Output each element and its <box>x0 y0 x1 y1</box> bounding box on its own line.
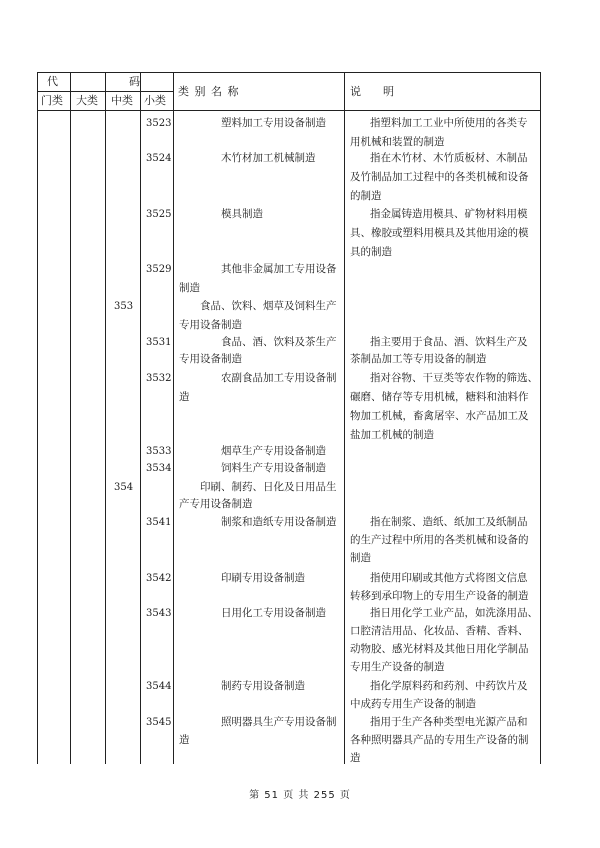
category-name-line: 造 <box>179 391 190 403</box>
description-line: 转移到承印物上的专用生产设备的制造 <box>350 590 529 602</box>
description-line: 指在木竹材、木竹质板材、木制品 <box>370 152 528 164</box>
description-line: 口腔清洁用品、化妆品、香精、香料、 <box>350 625 529 637</box>
description-line: 指日用化学工业产品，如洗涤用品、 <box>370 607 538 619</box>
xiao-lei-code: 3545 <box>146 717 172 728</box>
col-divider <box>105 72 106 764</box>
xiao-lei-code: 3523 <box>146 118 172 129</box>
header-description: 说 明 <box>350 85 394 98</box>
header-da-lei: 大类 <box>76 94 98 107</box>
category-name: 印刷专用设备制造 <box>221 572 305 584</box>
description-line: 指主要用于食品、酒、饮料生产及 <box>370 336 528 348</box>
xiao-lei-code: 3542 <box>146 573 172 584</box>
table-border-top <box>37 72 541 73</box>
description-line: 制造 <box>350 552 371 564</box>
description-line: 指金属铸造用模具、矿物材料用模 <box>370 208 528 220</box>
table-border-right <box>540 72 541 764</box>
col-divider <box>140 72 141 764</box>
description-line: 指对谷物、干豆类等农作物的筛选、 <box>370 372 538 384</box>
category-name: 制浆和造纸专用设备制造 <box>221 516 337 528</box>
header-code-char-2: 码 <box>129 75 140 88</box>
col-divider <box>70 72 71 764</box>
xiao-lei-code: 3534 <box>146 463 172 474</box>
description-line: 具的制造 <box>350 246 392 258</box>
zhong-lei-code: 354 <box>114 482 134 493</box>
category-name-line: 其他非金属加工专用设备 <box>221 263 337 275</box>
zhong-lei-code: 353 <box>114 301 134 312</box>
description-line: 指用于生产各种类型电光源产品和 <box>370 716 528 728</box>
category-name-line: 专用设备制造 <box>179 353 242 365</box>
description-line: 盐加工机械的制造 <box>350 429 434 441</box>
header-code-char-1: 代 <box>47 75 58 88</box>
category-name: 饲料生产专用设备制造 <box>221 462 326 474</box>
col-divider <box>173 72 174 764</box>
col-divider <box>344 72 345 764</box>
header-bottom-line <box>37 110 541 111</box>
category-name-line: 印刷、制药、日化及日用品生 <box>200 481 337 493</box>
category-name-line: 产专用设备制造 <box>179 498 253 510</box>
category-name: 模具制造 <box>221 208 263 220</box>
description-line: 茶制品加工等专用设备的制造 <box>350 353 487 365</box>
description-line: 各种照明器具产品的专用生产设备的制 <box>350 734 529 746</box>
category-name: 塑料加工专用设备制造 <box>221 117 326 129</box>
description-line: 指使用印刷或其他方式将图文信息 <box>370 572 528 584</box>
xiao-lei-code: 3544 <box>146 681 172 692</box>
category-name-line: 食品、饮料、烟草及饲料生产 <box>200 300 337 312</box>
description-line: 专用生产设备的制造 <box>350 661 445 673</box>
description-line: 指在制浆、造纸、纸加工及纸制品 <box>370 516 528 528</box>
category-name: 烟草生产专用设备制造 <box>221 445 326 457</box>
description-line: 的制造 <box>350 190 382 202</box>
xiao-lei-code: 3532 <box>146 373 172 384</box>
xiao-lei-code: 3525 <box>146 209 172 220</box>
xiao-lei-code: 3529 <box>146 264 172 275</box>
category-name: 日用化工专用设备制造 <box>221 607 326 619</box>
footer-prefix: 第 <box>249 790 261 801</box>
description-line: 中成药专用生产设备的制造 <box>350 698 476 710</box>
description-line: 用机械和装置的制造 <box>350 136 445 148</box>
description-line: 造 <box>350 752 361 764</box>
header-xiao-lei: 小类 <box>144 94 166 107</box>
footer-middle: 页 共 <box>283 790 310 801</box>
xiao-lei-code: 3531 <box>146 337 172 348</box>
xiao-lei-code: 3541 <box>146 517 172 528</box>
xiao-lei-code: 3543 <box>146 608 172 619</box>
category-name-line: 照明器具生产专用设备制 <box>221 716 337 728</box>
total-page-count: 255 <box>313 790 336 801</box>
header-zhong-lei: 中类 <box>111 94 133 107</box>
page-footer <box>0 786 600 801</box>
category-name: 木竹材加工机械制造 <box>221 152 316 164</box>
description-line: 碾磨、储存等专用机械，糖料和油料作 <box>350 391 529 403</box>
category-name-line: 食品、酒、饮料及茶生产 <box>221 336 337 348</box>
description-line: 物加工机械，畜禽屠宰、水产品加工及 <box>350 410 529 422</box>
description-line: 动物胶、感光材料及其他日用化学制品 <box>350 643 529 655</box>
description-line: 及竹制品加工过程中的各类机械和设备 <box>350 171 529 183</box>
category-name-line: 制造 <box>179 282 200 294</box>
header-men-lei: 门类 <box>41 94 63 107</box>
category-name-line: 造 <box>179 734 190 746</box>
category-name-line: 农副食品加工专用设备制 <box>221 372 337 384</box>
xiao-lei-code: 3524 <box>146 153 172 164</box>
description-line: 具、橡胶或塑料用模具及其他用途的模 <box>350 227 529 239</box>
footer-suffix: 页 <box>339 790 351 801</box>
category-name: 制药专用设备制造 <box>221 680 305 692</box>
table-border-left <box>37 72 38 764</box>
description-line: 指化学原料药和药剂、中药饮片及 <box>370 680 528 692</box>
header-subdivider <box>37 91 174 92</box>
header-category-name: 类 别 名 称 <box>178 85 240 98</box>
current-page-number: 51 <box>264 790 280 801</box>
description-line: 的生产过程中所用的各类机械和设备的 <box>350 534 529 546</box>
xiao-lei-code: 3533 <box>146 446 172 457</box>
category-name-line: 专用设备制造 <box>179 319 242 331</box>
description-line: 指塑料加工工业中所使用的各类专 <box>370 117 528 129</box>
